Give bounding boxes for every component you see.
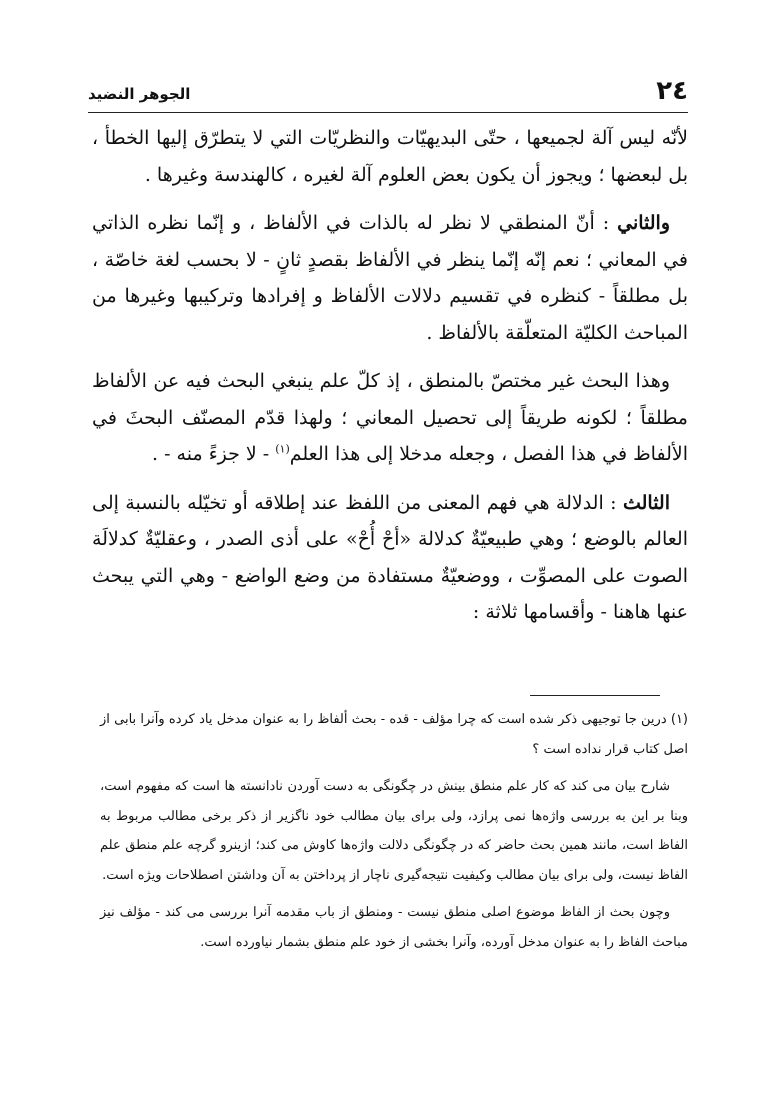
paragraph-4 xyxy=(92,485,688,631)
page-header xyxy=(88,76,688,112)
paragraph-4-text: : الدلالة هي فهم المعنى من اللفظ عند إطلاقه أو تخيّله بالنسبة إلى العالم بالوضع ؛ وهي طبيعيّةٌ كدلالة «أحْ أُحْ» على أذى الصدر ، وعقليّةٌ كدلالَة الصوت على المصوِّت ، ووضعيّةٌ مستفادة من وضع الواضع - وهي التي يبحث عنها هاهنا - وأقسامها ثلاثة : xyxy=(92,491,688,623)
paragraph-1 xyxy=(92,120,688,193)
footnote-paragraph-3-text: وچون بحث از الفاظ موضوع اصلى منطق نيست - ومنطق از باب مقدمه آنرا بررسى مى كند - مؤلف نيز مباحث الفاظ را به عنوان مدخل آورده، وآنرا بخشى از خود علم منطق بشمار نياورده است. xyxy=(100,905,688,950)
paragraph-3-text: وهذا البحث غير مختصّ بالمنطق ، إذ كلّ علم ينبغي البحث فيه عن الألفاظ مطلقاً ؛ لكونه طريقاً إلى تحصيل المعاني ؛ ولهذا قدّم المصنّف البحثَ في الألفاظ في هذا الفصل ، وجعله مدخلا إلى هذا العلم xyxy=(92,370,688,465)
paragraph-2 xyxy=(92,205,688,351)
paragraph-4-lead: الثالث xyxy=(622,491,670,514)
footnote-1 xyxy=(100,705,688,764)
paragraph-3-tail: - لا جزءً منه - . xyxy=(152,443,276,465)
footnote-paragraph-2-text: شارح بيان مى كند كه كار علم منطق بينش در چگونگى به دست آوردن نادانسته ها است كه مفهوم است، وبنا بر اين به بررسى واژەها نمى پرازد، ولى براى بيان مطالب خود ناگزير از ذكر برخى مطالب مربوط به الفاظ است، مانند همين بحث حاضر كه در چگونگى دلالت واژەها كاوش مى كند؛ ازينرو گرچه علم منطق علم الفاظ نيست، ولى براى بيان مطالب وكيفيت نتيجەگيرى ناچار از پرداختن به آن وداشتن اصطلاحات ويژه است. xyxy=(100,779,688,883)
footnotes xyxy=(100,705,688,965)
footnote-1-marker: (١) xyxy=(670,712,688,727)
paragraph-3 xyxy=(92,363,688,473)
paragraph-2-text: : أنّ المنطقي لا نظر له بالذات في الألفاظ ، و إنّما نظره الذاتي في المعاني ؛ نعم إنّه إنّما ينظر في الألفاظ بقصدٍ ثانٍ - لا بحسب لغة خاصّة ، بل مطلقاً - كنظره في تقسيم دلالات الألفاظ و إفرادها وتركيبها وغيرها من المباحث الكليّة المتعلّقة بالألفاظ . xyxy=(92,212,688,344)
page-number: ٢٤ xyxy=(656,76,688,106)
paragraph-1-text: لأنّه ليس آلة لجميعها ، حتّى البديهيّات والنظريّات التي لا يتطرّق إليها الخطأ ، بل لبعضها ؛ ويجوز أن يكون بعض العلوم آلة لغيره ، كالهندسة وغيرها . xyxy=(92,127,688,186)
footnote-paragraph-2 xyxy=(100,772,688,890)
main-text xyxy=(92,120,688,643)
footnote-paragraph-3 xyxy=(100,898,688,957)
footnote-divider xyxy=(530,695,660,696)
paragraph-2-lead: والثاني xyxy=(617,212,670,234)
footnote-reference[interactable]: (١) xyxy=(275,442,290,456)
header-divider xyxy=(88,112,688,113)
footnote-1-text: درين جا توجيهى ذكر شده است كه چرا مؤلف - قده - بحث ألفاظ را به عنوان مدخل ياد كرده وآنرا بابى از اصل كتاب قرار نداده است ؟ xyxy=(100,712,688,757)
running-title: الجوهر النضيد xyxy=(88,85,191,103)
